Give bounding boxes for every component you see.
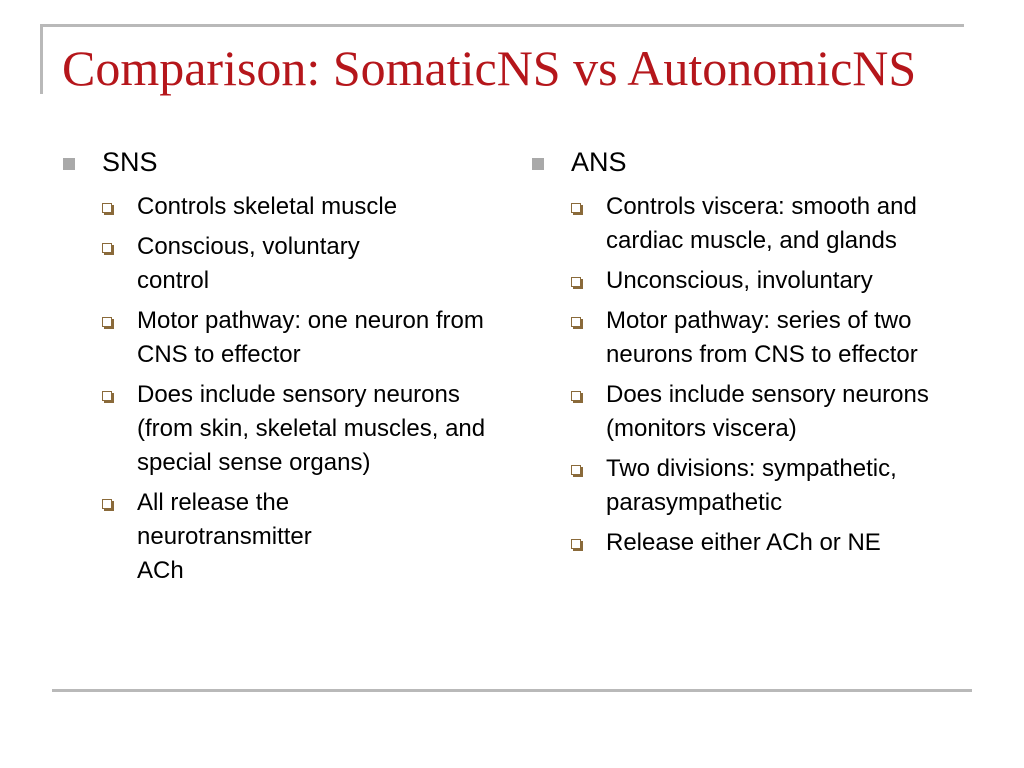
sns-column bbox=[62, 146, 502, 594]
ans-heading bbox=[531, 146, 971, 178]
checkbox-bullet-icon bbox=[571, 277, 581, 287]
slide-title: Comparison: SomaticNS vs AutonomicNS bbox=[62, 40, 917, 96]
list-item-text: Controls viscera: smooth and cardiac muscle, and glands bbox=[606, 193, 917, 254]
sns-heading-label: SNS bbox=[102, 147, 158, 177]
checkbox-bullet-icon bbox=[102, 317, 112, 327]
list-item bbox=[62, 378, 502, 480]
list-item bbox=[531, 190, 971, 258]
list-item-text: Two divisions: sympathetic, parasympathetic bbox=[606, 455, 897, 516]
list-item-text: All release the neurotransmitter ACh bbox=[137, 489, 312, 584]
list-item-text: Controls skeletal muscle bbox=[137, 193, 398, 220]
square-bullet-icon bbox=[63, 158, 75, 170]
list-item-text: Conscious, voluntary control bbox=[137, 233, 360, 294]
checkbox-bullet-icon bbox=[571, 317, 581, 327]
ans-heading-label: ANS bbox=[571, 147, 627, 177]
list-item-text: Release either ACh or NE bbox=[606, 529, 881, 556]
list-item bbox=[531, 378, 971, 446]
checkbox-bullet-icon bbox=[102, 203, 112, 213]
checkbox-bullet-icon bbox=[102, 391, 112, 401]
list-item bbox=[531, 264, 971, 298]
square-bullet-icon bbox=[532, 158, 544, 170]
checkbox-bullet-icon bbox=[571, 391, 581, 401]
list-item bbox=[62, 486, 502, 588]
list-item bbox=[62, 304, 502, 372]
frame-top-line bbox=[40, 24, 964, 27]
ans-list bbox=[531, 190, 971, 560]
ans-column bbox=[531, 146, 971, 566]
checkbox-bullet-icon bbox=[102, 243, 112, 253]
footer-divider bbox=[52, 689, 972, 692]
list-item-text: Motor pathway: one neuron from CNS to effector bbox=[137, 307, 484, 368]
list-item bbox=[62, 190, 502, 224]
list-item-text: Motor pathway: series of two neurons from CNS to effector bbox=[606, 307, 918, 368]
list-item-text: Does include sensory neurons (monitors viscera) bbox=[606, 381, 929, 442]
list-item-text: Does include sensory neurons (from skin, skeletal muscles, and special sense organs) bbox=[137, 381, 486, 476]
sns-heading bbox=[62, 146, 502, 178]
sns-list bbox=[62, 190, 502, 588]
list-item bbox=[531, 526, 971, 560]
list-item bbox=[531, 452, 971, 520]
checkbox-bullet-icon bbox=[571, 539, 581, 549]
list-item bbox=[62, 230, 502, 298]
checkbox-bullet-icon bbox=[571, 465, 581, 475]
checkbox-bullet-icon bbox=[571, 203, 581, 213]
list-item-text: Unconscious, involuntary bbox=[606, 267, 873, 294]
checkbox-bullet-icon bbox=[102, 499, 112, 509]
list-item bbox=[531, 304, 971, 372]
frame-vertical-line bbox=[40, 24, 43, 94]
